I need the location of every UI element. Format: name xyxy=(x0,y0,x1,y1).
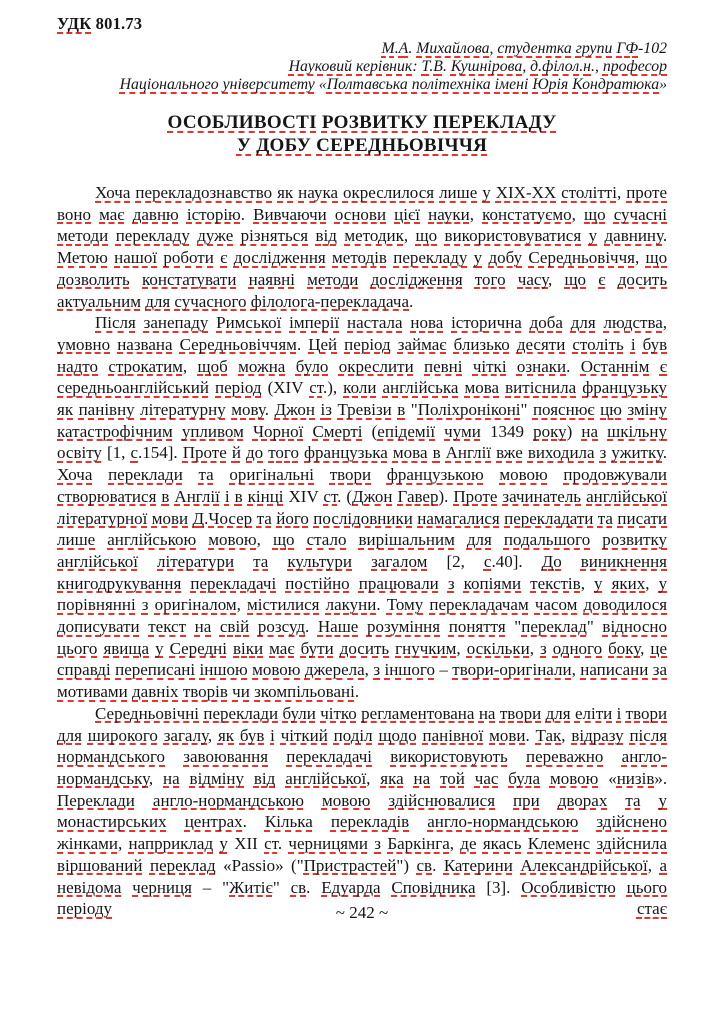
page-number: ~ 242 ~ xyxy=(335,903,389,922)
body-paragraph-1: Хоча перекладознавство як наука окреслилося лише у ХІХ-ХХ столітті, проте воно має давню історію. Вивчаючи основи цієї науки, констатуємо, що сучасні методи перекладу дуже різняться від методик, що використовуватися у давнину. Метою нашої роботи є дослідження методів перекладу у добу Середньовіччя, що дозволить констатувати наявні методи дослідження того часу, що є досить актуальним для сучасного філолога-перекладача. xyxy=(57,183,668,311)
body-paragraph-2: Після занепаду Римської імперії настала нова історична доба для людства, умовно названа Середньовіччям. Цей період займає близько десяти століть і був надто строкатим, щоб можна було окреслити певні чіткі ознаки. Останнім є середньоанглійський період (XIV ст.), коли англійська мова витіснила французьку як панівну літературну мову. Джон із Тревізи в "Поліхроніконі" пояснює цю зміну катастрофічним упливом Чорної Смерті (епідемії чуми 1349 року) на шкільну освіту [1, с.154]. Проте й до того французька мова в Англії вже виходила з ужитку. Хоча переклади та оригінальні твори французькою мовою продовжували створюватися в Англії і в кінці XIV ст. (Джон Гавер). Проте зачинатель англійської літературної мови Д.Чосер та його послідовники намагалися перекладати та писати лише англійською мовою, що стало вирішальним для подальшого розвитку англійської літератури та культури загалом [2, с.40]. До виникнення книгодрукування перекладачі постійно працювали з копіями текстів, у яких, у порівнянні з оригіналом, містилися лакуни. Тому перекладачам часом доводилося дописувати текст на свій розсуд. Наше розуміння поняття "переклад" відносно цього явища у Середні віки має бути досить гнучким, оскільки, з одного боку, це справді переписані іншою мовою джерела, з іншого – твори-оригінали, написани за мотивами давніх творів чи зкомпільовані. xyxy=(57,313,668,702)
body-paragraph-3: Середньовічні переклади були чітко регламентована на твори для еліти і твори для широкого загалу, як був і чіткий поділ щодо панівної мови. Так, відразу після нормандського завоювання перекладачі використовують переважно англо-нормандську, на відміну від англійської, яка на той час була мовою «низів». Переклади англо-нормандською мовою здійснювалися при дворах та у монастирських центрах. Кілька перекладів англо-нормандською здійснено жінками, напрриклад у XII ст. черницями з Баркінга, де якась Клеменс здійснила віршований переклад «Passio» ("Пристрастей") св. Катерини Александрійської, а невідома черниця – "Житіє" св. Едуарда Сповідника [3]. Особливістю цього періоду стає xyxy=(57,703,668,919)
article-title-line-1: ОСОБЛИВОСТІ РОЗВИТКУ ПЕРЕКЛАДУ xyxy=(167,112,557,133)
udk-code: УДК 801.73 xyxy=(57,14,143,33)
byline-author: М.А. Михайлова, студентка групи ГФ-102 xyxy=(381,40,667,57)
article-title xyxy=(57,111,667,157)
article-body xyxy=(57,182,667,920)
article-title-line-2: У ДОБУ СЕРЕДНЬОВІЧЧЯ xyxy=(236,135,488,156)
byline-advisor: Науковий керівник: Т.В. Кушнірова, д.філол.н., професор xyxy=(288,58,667,75)
byline-university: Національного університету «Полтавська політехніка імені Юрія Кондратюка» xyxy=(119,76,667,93)
byline-block xyxy=(57,40,667,94)
